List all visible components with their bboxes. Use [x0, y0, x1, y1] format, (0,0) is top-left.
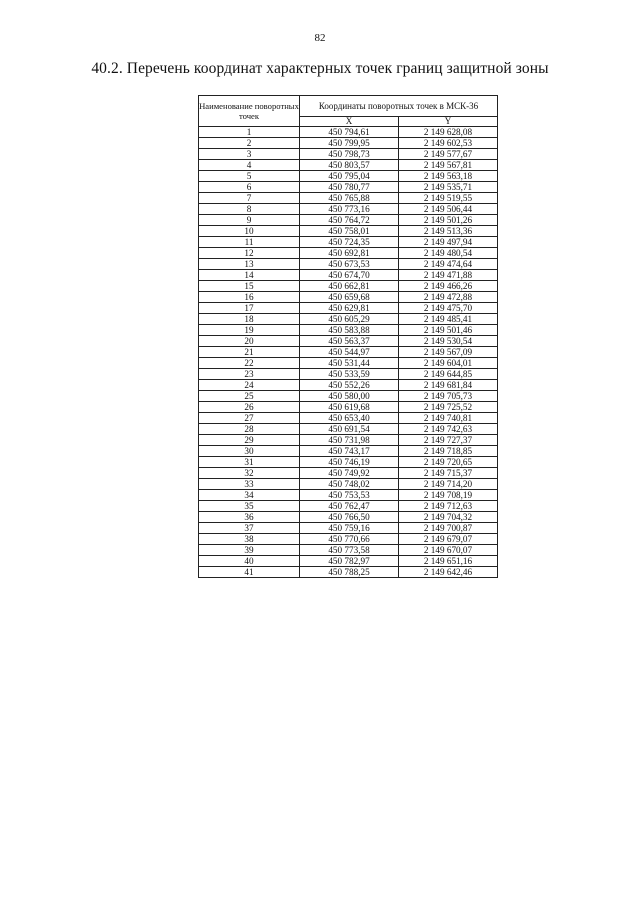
x-coordinate-cell: 450 773,58 — [300, 545, 399, 556]
y-coordinate-cell: 2 149 602,53 — [399, 138, 498, 149]
point-number-cell: 30 — [199, 446, 300, 457]
point-number-cell: 20 — [199, 336, 300, 347]
point-number-cell: 4 — [199, 160, 300, 171]
y-coordinate-cell: 2 149 519,55 — [399, 193, 498, 204]
table-row — [199, 314, 498, 325]
table-row — [199, 127, 498, 138]
document-heading: 40.2. Перечень координат характерных точек границ защитной зоны — [91, 60, 549, 77]
table-row — [199, 204, 498, 215]
y-coordinate-cell: 2 149 714,20 — [399, 479, 498, 490]
y-coordinate-cell: 2 149 700,87 — [399, 523, 498, 534]
y-coordinate-cell: 2 149 604,01 — [399, 358, 498, 369]
table-row — [199, 501, 498, 512]
table-row — [199, 402, 498, 413]
x-coordinate-cell: 450 531,44 — [300, 358, 399, 369]
table-row — [199, 281, 498, 292]
point-number-cell: 21 — [199, 347, 300, 358]
point-number-cell: 3 — [199, 149, 300, 160]
x-coordinate-cell: 450 759,16 — [300, 523, 399, 534]
y-coordinate-cell: 2 149 644,85 — [399, 369, 498, 380]
table-row — [199, 138, 498, 149]
x-coordinate-cell: 450 583,88 — [300, 325, 399, 336]
y-coordinate-cell: 2 149 485,41 — [399, 314, 498, 325]
x-coordinate-cell: 450 753,53 — [300, 490, 399, 501]
x-coordinate-cell: 450 544,97 — [300, 347, 399, 358]
point-number-cell: 6 — [199, 182, 300, 193]
y-coordinate-cell: 2 149 681,84 — [399, 380, 498, 391]
table-row — [199, 226, 498, 237]
table-row — [199, 567, 498, 578]
table-row — [199, 369, 498, 380]
x-coordinate-cell: 450 580,00 — [300, 391, 399, 402]
x-coordinate-cell: 450 659,68 — [300, 292, 399, 303]
table-row — [199, 358, 498, 369]
point-number-cell: 28 — [199, 424, 300, 435]
x-coordinate-cell: 450 563,37 — [300, 336, 399, 347]
x-coordinate-cell: 450 765,88 — [300, 193, 399, 204]
table-row — [199, 380, 498, 391]
table-row — [199, 468, 498, 479]
table-row — [199, 237, 498, 248]
point-number-cell: 27 — [199, 413, 300, 424]
x-coordinate-cell: 450 692,81 — [300, 248, 399, 259]
header-point-name: Наименование поворотных точек — [199, 96, 300, 127]
x-coordinate-cell: 450 674,70 — [300, 270, 399, 281]
table-row — [199, 171, 498, 182]
x-coordinate-cell: 450 619,68 — [300, 402, 399, 413]
table-row — [199, 248, 498, 259]
point-number-cell: 35 — [199, 501, 300, 512]
point-number-cell: 19 — [199, 325, 300, 336]
y-coordinate-cell: 2 149 679,07 — [399, 534, 498, 545]
y-coordinate-cell: 2 149 670,07 — [399, 545, 498, 556]
y-coordinate-cell: 2 149 628,08 — [399, 127, 498, 138]
table-row — [199, 303, 498, 314]
y-coordinate-cell: 2 149 712,63 — [399, 501, 498, 512]
y-coordinate-cell: 2 149 466,26 — [399, 281, 498, 292]
x-coordinate-cell: 450 794,61 — [300, 127, 399, 138]
point-number-cell: 36 — [199, 512, 300, 523]
table-header — [199, 96, 498, 127]
point-number-cell: 1 — [199, 127, 300, 138]
x-coordinate-cell: 450 673,53 — [300, 259, 399, 270]
point-number-cell: 38 — [199, 534, 300, 545]
y-coordinate-cell: 2 149 704,32 — [399, 512, 498, 523]
y-coordinate-cell: 2 149 471,88 — [399, 270, 498, 281]
y-coordinate-cell: 2 149 577,67 — [399, 149, 498, 160]
point-number-cell: 8 — [199, 204, 300, 215]
y-coordinate-cell: 2 149 727,37 — [399, 435, 498, 446]
point-number-cell: 10 — [199, 226, 300, 237]
coordinates-table — [198, 95, 498, 578]
y-coordinate-cell: 2 149 513,36 — [399, 226, 498, 237]
table-row — [199, 413, 498, 424]
page-number: 82 — [314, 32, 326, 44]
point-number-cell: 22 — [199, 358, 300, 369]
y-coordinate-cell: 2 149 472,88 — [399, 292, 498, 303]
x-coordinate-cell: 450 780,77 — [300, 182, 399, 193]
table-row — [199, 336, 498, 347]
x-coordinate-cell: 450 749,92 — [300, 468, 399, 479]
y-coordinate-cell: 2 149 497,94 — [399, 237, 498, 248]
y-coordinate-cell: 2 149 563,18 — [399, 171, 498, 182]
x-coordinate-cell: 450 552,26 — [300, 380, 399, 391]
y-coordinate-cell: 2 149 474,64 — [399, 259, 498, 270]
table-row — [199, 479, 498, 490]
point-number-cell: 37 — [199, 523, 300, 534]
x-coordinate-cell: 450 731,98 — [300, 435, 399, 446]
table-row — [199, 534, 498, 545]
y-coordinate-cell: 2 149 708,19 — [399, 490, 498, 501]
table-row — [199, 160, 498, 171]
x-coordinate-cell: 450 605,29 — [300, 314, 399, 325]
y-coordinate-cell: 2 149 718,85 — [399, 446, 498, 457]
point-number-cell: 31 — [199, 457, 300, 468]
table-row — [199, 523, 498, 534]
x-coordinate-cell: 450 782,97 — [300, 556, 399, 567]
x-coordinate-cell: 450 803,57 — [300, 160, 399, 171]
table-row — [199, 545, 498, 556]
y-coordinate-cell: 2 149 642,46 — [399, 567, 498, 578]
table-row — [199, 347, 498, 358]
x-coordinate-cell: 450 691,54 — [300, 424, 399, 435]
x-coordinate-cell: 450 766,50 — [300, 512, 399, 523]
table-row — [199, 270, 498, 281]
y-coordinate-cell: 2 149 530,54 — [399, 336, 498, 347]
y-coordinate-cell: 2 149 535,71 — [399, 182, 498, 193]
x-coordinate-cell: 450 799,95 — [300, 138, 399, 149]
x-coordinate-cell: 450 770,66 — [300, 534, 399, 545]
point-number-cell: 25 — [199, 391, 300, 402]
y-coordinate-cell: 2 149 715,37 — [399, 468, 498, 479]
table-row — [199, 391, 498, 402]
table-row — [199, 193, 498, 204]
x-coordinate-cell: 450 788,25 — [300, 567, 399, 578]
table-row — [199, 490, 498, 501]
point-number-cell: 32 — [199, 468, 300, 479]
point-number-cell: 23 — [199, 369, 300, 380]
y-coordinate-cell: 2 149 651,16 — [399, 556, 498, 567]
table-row — [199, 446, 498, 457]
y-coordinate-cell: 2 149 705,73 — [399, 391, 498, 402]
y-coordinate-cell: 2 149 742,63 — [399, 424, 498, 435]
table-row — [199, 457, 498, 468]
y-coordinate-cell: 2 149 480,54 — [399, 248, 498, 259]
point-number-cell: 5 — [199, 171, 300, 182]
x-coordinate-cell: 450 662,81 — [300, 281, 399, 292]
x-coordinate-cell: 450 743,17 — [300, 446, 399, 457]
point-number-cell: 17 — [199, 303, 300, 314]
table-row — [199, 512, 498, 523]
table-row — [199, 259, 498, 270]
y-coordinate-cell: 2 149 501,46 — [399, 325, 498, 336]
y-coordinate-cell: 2 149 475,70 — [399, 303, 498, 314]
y-coordinate-cell: 2 149 567,81 — [399, 160, 498, 171]
x-coordinate-cell: 450 533,59 — [300, 369, 399, 380]
point-number-cell: 13 — [199, 259, 300, 270]
header-coordinates: Координаты поворотных точек в МСК-36 — [300, 96, 498, 117]
x-coordinate-cell: 450 653,40 — [300, 413, 399, 424]
point-number-cell: 14 — [199, 270, 300, 281]
point-number-cell: 12 — [199, 248, 300, 259]
point-number-cell: 15 — [199, 281, 300, 292]
x-coordinate-cell: 450 629,81 — [300, 303, 399, 314]
table-row — [199, 215, 498, 226]
x-coordinate-cell: 450 724,35 — [300, 237, 399, 248]
point-number-cell: 7 — [199, 193, 300, 204]
x-coordinate-cell: 450 773,16 — [300, 204, 399, 215]
table-row — [199, 556, 498, 567]
x-coordinate-cell: 450 764,72 — [300, 215, 399, 226]
y-coordinate-cell: 2 149 720,65 — [399, 457, 498, 468]
y-coordinate-cell: 2 149 567,09 — [399, 347, 498, 358]
point-number-cell: 41 — [199, 567, 300, 578]
table-body — [199, 127, 498, 578]
point-number-cell: 40 — [199, 556, 300, 567]
point-number-cell: 16 — [199, 292, 300, 303]
point-number-cell: 26 — [199, 402, 300, 413]
table-row — [199, 424, 498, 435]
point-number-cell: 18 — [199, 314, 300, 325]
x-coordinate-cell: 450 762,47 — [300, 501, 399, 512]
y-coordinate-cell: 2 149 506,44 — [399, 204, 498, 215]
point-number-cell: 29 — [199, 435, 300, 446]
x-coordinate-cell: 450 758,01 — [300, 226, 399, 237]
table-row — [199, 435, 498, 446]
x-coordinate-cell: 450 748,02 — [300, 479, 399, 490]
table-row — [199, 325, 498, 336]
y-coordinate-cell: 2 149 740,81 — [399, 413, 498, 424]
y-coordinate-cell: 2 149 725,52 — [399, 402, 498, 413]
table-row — [199, 182, 498, 193]
point-number-cell: 39 — [199, 545, 300, 556]
point-number-cell: 2 — [199, 138, 300, 149]
header-y: Y — [399, 117, 498, 127]
point-number-cell: 24 — [199, 380, 300, 391]
header-x: X — [300, 117, 399, 127]
table-row — [199, 149, 498, 160]
point-number-cell: 9 — [199, 215, 300, 226]
y-coordinate-cell: 2 149 501,26 — [399, 215, 498, 226]
point-number-cell: 33 — [199, 479, 300, 490]
x-coordinate-cell: 450 746,19 — [300, 457, 399, 468]
point-number-cell: 11 — [199, 237, 300, 248]
point-number-cell: 34 — [199, 490, 300, 501]
table-row — [199, 292, 498, 303]
x-coordinate-cell: 450 798,73 — [300, 149, 399, 160]
x-coordinate-cell: 450 795,04 — [300, 171, 399, 182]
